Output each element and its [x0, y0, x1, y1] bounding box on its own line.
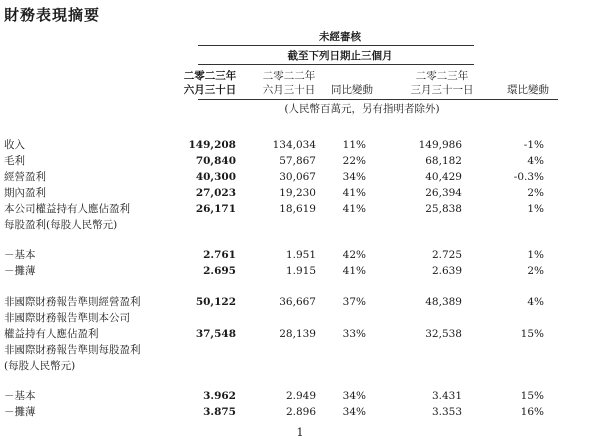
table-row	[0, 326, 600, 342]
value-qoq-change: 2%	[527, 187, 544, 199]
value-yoy-change: 33%	[342, 328, 366, 340]
value-q2-2022: 2.896	[285, 406, 316, 418]
table-row	[0, 358, 600, 374]
row-label: 權益持有人應佔盈利	[4, 328, 99, 340]
value-yoy-change: 37%	[342, 296, 366, 308]
value-yoy-change: 11%	[342, 139, 366, 151]
value-q1-2023: 48,389	[425, 296, 462, 308]
value-q2-2023: 2.761	[203, 249, 236, 261]
value-q1-2023: 2.725	[431, 249, 462, 261]
table-row	[0, 153, 600, 169]
value-q1-2023: 3.353	[431, 406, 462, 418]
value-yoy-change: 41%	[342, 187, 366, 199]
value-q2-2022: 134,034	[272, 139, 316, 151]
row-label: 每股盈利(每股人民幣元)	[4, 219, 118, 231]
value-q1-2023: 3.431	[431, 390, 462, 402]
table-row	[0, 217, 600, 233]
value-q2-2023: 50,122	[195, 296, 236, 308]
row-label: 本公司權益持有人應佔盈利	[4, 203, 130, 215]
value-yoy-change: 34%	[342, 406, 366, 418]
header-rule-top	[198, 45, 474, 46]
value-q2-2023: 40,300	[195, 171, 236, 183]
value-q1-2023: 2.639	[431, 265, 462, 277]
unit-note: (人民幣百萬元，另有指明者除外)	[284, 103, 440, 115]
value-yoy-change: 34%	[342, 390, 366, 402]
table-row	[0, 342, 600, 358]
value-q1-2023: 40,429	[425, 171, 462, 183]
period-label: 截至下列日期止三個月	[287, 50, 393, 62]
value-q2-2022: 1.951	[285, 249, 316, 261]
row-label: －基本	[4, 390, 36, 402]
value-qoq-change: 16%	[520, 406, 544, 418]
value-yoy-change: 42%	[342, 249, 366, 261]
row-label: 非國際財務報告準則經營盈利	[4, 296, 141, 308]
row-label: 期內盈利	[4, 187, 46, 199]
value-q1-2023: 25,838	[425, 203, 462, 215]
value-q1-2023: 68,182	[425, 155, 462, 167]
value-q2-2023: 2.695	[203, 265, 236, 277]
table-row	[0, 388, 600, 404]
row-label: 非國際財務報告準則本公司	[4, 312, 130, 324]
table-row	[0, 310, 600, 326]
value-q2-2022: 28,139	[279, 328, 316, 340]
value-q2-2022: 18,619	[279, 203, 316, 215]
value-qoq-change: 1%	[527, 249, 544, 261]
value-q2-2022: 2.949	[285, 390, 316, 402]
value-q1-2023: 149,986	[418, 139, 462, 151]
col5-header: 環比變動	[507, 84, 549, 96]
table-row	[0, 201, 600, 217]
page-number: 1	[296, 426, 304, 439]
value-yoy-change: 22%	[342, 155, 366, 167]
value-qoq-change: 2%	[527, 265, 544, 277]
row-label: －基本	[4, 249, 36, 261]
col1-header-line2: 六月三十日	[183, 84, 237, 96]
value-q1-2023: 26,394	[425, 187, 462, 199]
value-qoq-change: 15%	[520, 390, 544, 402]
value-yoy-change: 34%	[342, 171, 366, 183]
table-row	[0, 247, 600, 263]
row-label: －攤薄	[4, 406, 36, 418]
table-row	[0, 137, 600, 153]
row-label: －攤薄	[4, 265, 36, 277]
value-qoq-change: 4%	[527, 296, 544, 308]
value-qoq-change: -1%	[523, 139, 544, 151]
value-qoq-change: 4%	[527, 155, 544, 167]
col1-header-line1: 二零二三年	[183, 70, 237, 82]
header-rule-bottom	[198, 99, 558, 100]
unaudited-label: 未經審核	[319, 31, 361, 43]
value-q2-2022: 57,867	[279, 155, 316, 167]
value-qoq-change: 15%	[520, 328, 544, 340]
col4-header-line1: 二零二三年	[415, 70, 469, 82]
value-q2-2023: 149,208	[188, 139, 236, 151]
value-q1-2023: 32,538	[425, 328, 462, 340]
row-label: (每股人民幣元)	[4, 360, 76, 372]
row-label: 毛利	[4, 155, 25, 167]
value-q2-2022: 30,067	[279, 171, 316, 183]
value-qoq-change: 1%	[527, 203, 544, 215]
value-q2-2023: 70,840	[195, 155, 236, 167]
value-q2-2023: 3.875	[203, 406, 236, 418]
header-rule-mid	[198, 64, 474, 65]
row-label: 經營盈利	[4, 171, 46, 183]
table-row	[0, 263, 600, 279]
row-label: 非國際財務報告準則每股盈利	[4, 344, 141, 356]
col4-header-line2: 三月三十一日	[410, 84, 474, 96]
value-q2-2023: 3.962	[203, 390, 236, 402]
value-q2-2023: 26,171	[195, 203, 236, 215]
value-q2-2022: 1.915	[285, 265, 316, 277]
col3-header: 同比變動	[331, 84, 373, 96]
value-q2-2022: 36,667	[279, 296, 316, 308]
page-title: 財務表現摘要	[4, 6, 101, 24]
table-row	[0, 185, 600, 201]
value-yoy-change: 41%	[342, 265, 366, 277]
col2-header-line2: 六月三十日	[262, 84, 316, 96]
value-qoq-change: -0.3%	[513, 171, 544, 183]
value-yoy-change: 41%	[342, 203, 366, 215]
value-q2-2023: 37,548	[195, 328, 236, 340]
table-row	[0, 404, 600, 420]
col2-header-line1: 二零二二年	[262, 70, 316, 82]
row-label: 收入	[4, 139, 25, 151]
value-q2-2023: 27,023	[195, 187, 236, 199]
table-row	[0, 169, 600, 185]
value-q2-2022: 19,230	[279, 187, 316, 199]
table-row	[0, 294, 600, 310]
